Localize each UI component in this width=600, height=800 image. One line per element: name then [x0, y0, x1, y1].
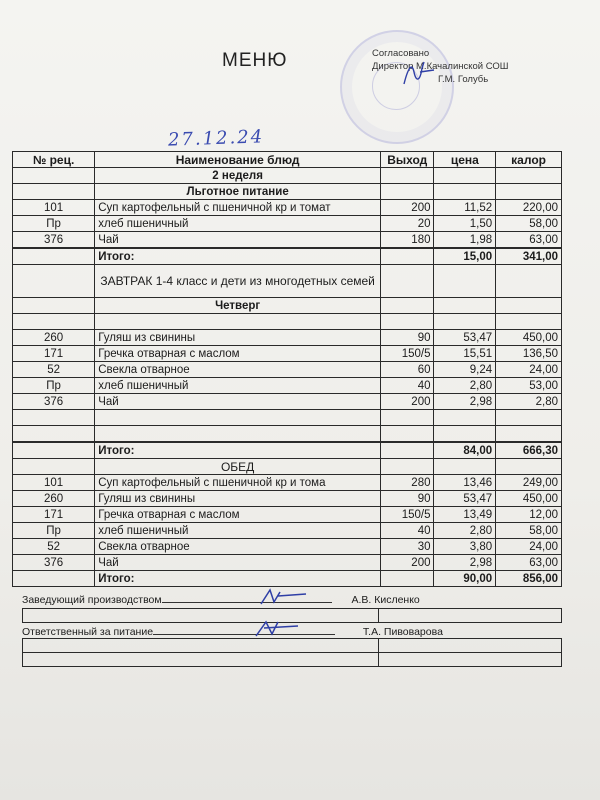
- responsible-name: Т.А. Пивоварова: [362, 626, 443, 638]
- lunch-title-row: [13, 459, 562, 475]
- dish-name: хлеб пшеничный: [95, 523, 381, 539]
- day-row: [13, 298, 562, 314]
- total-cal: 856,00: [496, 571, 562, 587]
- total-row: [13, 571, 562, 587]
- dish-cal: 220,00: [496, 200, 562, 216]
- table-row: [13, 232, 562, 249]
- breakfast-title-row: [13, 265, 562, 298]
- dish-num: Пр: [13, 523, 95, 539]
- approval-line-1: Согласовано: [372, 48, 430, 59]
- dish-num: 171: [13, 507, 95, 523]
- dish-num: 171: [13, 346, 95, 362]
- dish-name: хлеб пшеничный: [95, 378, 381, 394]
- dish-cal: 53,00: [496, 378, 562, 394]
- dish-name: Суп картофельный с пшеничной кр и тома: [95, 475, 381, 491]
- dish-num: 376: [13, 232, 95, 249]
- dish-out: 90: [381, 330, 434, 346]
- table-row: [13, 539, 562, 555]
- total-row: [13, 442, 562, 459]
- dish-price: 1,98: [434, 232, 496, 249]
- total-price: 15,00: [434, 248, 496, 265]
- total-label: Итого:: [95, 248, 381, 265]
- table-row: [13, 200, 562, 216]
- dish-price: 15,51: [434, 346, 496, 362]
- dish-name: Гречка отварная с маслом: [95, 346, 381, 362]
- empty-row: [13, 410, 562, 426]
- dish-num: 376: [13, 394, 95, 410]
- section-label: Льготное питание: [95, 184, 381, 200]
- col-header-cal: калор: [496, 152, 562, 168]
- dish-cal: 24,00: [496, 539, 562, 555]
- dish-price: 2,98: [434, 394, 496, 410]
- dish-name: Гуляш из свинины: [95, 330, 381, 346]
- section-row: [13, 184, 562, 200]
- total-cal: 666,30: [496, 442, 562, 459]
- dish-cal: 58,00: [496, 216, 562, 232]
- dish-price: 13,49: [434, 507, 496, 523]
- dish-cal: 136,50: [496, 346, 562, 362]
- dish-out: 40: [381, 378, 434, 394]
- dish-name: хлеб пшеничный: [95, 216, 381, 232]
- dish-out: 60: [381, 362, 434, 378]
- dish-cal: 2,80: [496, 394, 562, 410]
- table-row: [13, 362, 562, 378]
- breakfast-title: ЗАВТРАК 1-4 класс и дети из многодетных семей: [95, 265, 381, 298]
- approval-line-3: Г.М. Голубь: [438, 74, 489, 85]
- dish-cal: 58,00: [496, 523, 562, 539]
- dish-out: 200: [381, 200, 434, 216]
- dish-price: 9,24: [434, 362, 496, 378]
- responsible-signature: [252, 616, 304, 640]
- director-signature: [400, 58, 436, 88]
- col-header-out: Выход: [381, 152, 434, 168]
- dish-cal: 12,00: [496, 507, 562, 523]
- dish-num: 376: [13, 555, 95, 571]
- dish-out: 150/5: [381, 507, 434, 523]
- total-label: Итого:: [95, 442, 381, 459]
- empty-row: [13, 314, 562, 330]
- dish-name: Гречка отварная с маслом: [95, 507, 381, 523]
- col-header-price: цена: [434, 152, 496, 168]
- total-price: 90,00: [434, 571, 496, 587]
- page-title: МЕНЮ: [222, 50, 288, 71]
- table-row: [13, 475, 562, 491]
- dish-price: 1,50: [434, 216, 496, 232]
- responsible-signature-line: [22, 626, 443, 638]
- dish-num: 101: [13, 200, 95, 216]
- dish-price: 2,80: [434, 378, 496, 394]
- table-header-row: [13, 152, 562, 168]
- dish-name: Гуляш из свинины: [95, 491, 381, 507]
- dish-cal: 249,00: [496, 475, 562, 491]
- dish-price: 13,46: [434, 475, 496, 491]
- dish-out: 150/5: [381, 346, 434, 362]
- dish-out: 200: [381, 555, 434, 571]
- dish-price: 2,80: [434, 523, 496, 539]
- dish-name: Свекла отварное: [95, 362, 381, 378]
- manager-signature: [258, 586, 310, 608]
- total-price: 84,00: [434, 442, 496, 459]
- col-header-num: № рец.: [13, 152, 95, 168]
- dish-price: 3,80: [434, 539, 496, 555]
- responsible-signature-grid: [22, 638, 562, 667]
- table-row: [13, 394, 562, 410]
- dish-out: 90: [381, 491, 434, 507]
- dish-out: 30: [381, 539, 434, 555]
- dish-name: Суп картофельный с пшеничной кр и томат: [95, 200, 381, 216]
- dish-out: 180: [381, 232, 434, 249]
- table-row: [13, 216, 562, 232]
- table-row: [13, 507, 562, 523]
- dish-cal: 450,00: [496, 330, 562, 346]
- dish-name: Чай: [95, 394, 381, 410]
- dish-out: 40: [381, 523, 434, 539]
- dish-num: 52: [13, 362, 95, 378]
- total-cal: 341,00: [496, 248, 562, 265]
- manager-signature-line: [22, 594, 420, 606]
- dish-num: 260: [13, 491, 95, 507]
- dish-price: 2,98: [434, 555, 496, 571]
- total-row: [13, 248, 562, 265]
- responsible-label: Ответственный за питание: [22, 626, 154, 638]
- table-row: [13, 346, 562, 362]
- dish-out: 200: [381, 394, 434, 410]
- dish-price: 11,52: [434, 200, 496, 216]
- table-row: [13, 378, 562, 394]
- dish-num: Пр: [13, 216, 95, 232]
- dish-out: 20: [381, 216, 434, 232]
- dish-out: 280: [381, 475, 434, 491]
- total-label: Итого:: [95, 571, 381, 587]
- dish-num: 52: [13, 539, 95, 555]
- table-row: [13, 523, 562, 539]
- table-row: [13, 330, 562, 346]
- table-row: [13, 491, 562, 507]
- approval-line-2: Директор М.Качалинской СОШ: [372, 61, 509, 72]
- dish-name: Чай: [95, 555, 381, 571]
- dish-cal: 450,00: [496, 491, 562, 507]
- dish-num: 260: [13, 330, 95, 346]
- dish-cal: 24,00: [496, 362, 562, 378]
- empty-row: [13, 426, 562, 443]
- dish-name: Чай: [95, 232, 381, 249]
- dish-cal: 63,00: [496, 232, 562, 249]
- dish-price: 53,47: [434, 330, 496, 346]
- week-row: [13, 168, 562, 184]
- manager-label: Заведующий производством: [22, 594, 162, 606]
- dish-price: 53,47: [434, 491, 496, 507]
- lunch-title: ОБЕД: [95, 459, 381, 475]
- dish-cal: 63,00: [496, 555, 562, 571]
- day-label: Четверг: [95, 298, 381, 314]
- dish-num: Пр: [13, 378, 95, 394]
- approval-block: [372, 47, 509, 86]
- menu-table: [12, 151, 562, 587]
- dish-name: Свекла отварное: [95, 539, 381, 555]
- week-label: 2 неделя: [95, 168, 381, 184]
- table-row: [13, 555, 562, 571]
- handwritten-date: 27.12.24: [167, 126, 265, 151]
- dish-num: 101: [13, 475, 95, 491]
- manager-name: А.В. Кисленко: [351, 594, 420, 606]
- col-header-name: Наименование блюд: [95, 152, 381, 168]
